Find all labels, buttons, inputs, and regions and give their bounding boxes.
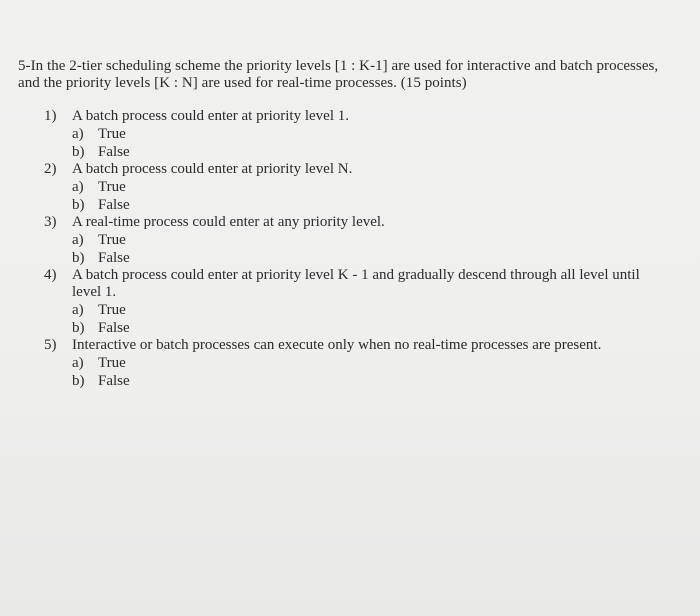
question-1 [44,108,674,161]
question-text: A batch process could enter at priority level N. [72,161,353,177]
option-letter: b) [72,373,85,389]
option-letter: a) [72,302,84,318]
question-number: 2) [44,161,57,177]
question-number: 5) [44,337,57,353]
option-letter: a) [72,232,84,248]
question-list [44,108,674,390]
question-number: 1) [44,108,57,124]
option-text: False [98,250,130,266]
option-a [72,178,674,196]
question-text-line-2: level 1. [72,284,117,300]
question-text: A batch process could enter at priority level 1. [72,108,349,124]
question-intro [18,58,688,92]
intro-line-1: 5-In the 2-tier scheduling scheme the priority levels [1 : K-1] are used for interactive and batch processes, [18,58,659,74]
option-letter: b) [72,197,85,213]
option-list [72,125,674,161]
option-b [72,143,674,161]
question-text-line-1: A batch process could enter at priority level K - 1 and gradually descend through all level until [72,267,640,283]
option-a [72,125,674,143]
option-text: True [98,355,126,371]
option-list [72,354,674,390]
question-number: 3) [44,214,57,230]
option-text: False [98,144,130,160]
question-number: 4) [44,267,57,283]
option-list [72,301,674,337]
option-b [72,372,674,390]
question-2 [44,161,674,214]
option-text: True [98,302,126,318]
option-b [72,196,674,214]
question-4 [44,267,674,337]
option-text: False [98,373,130,389]
option-text: True [98,232,126,248]
option-letter: a) [72,126,84,142]
question-5 [44,337,674,390]
option-text: False [98,320,130,336]
question-text: A real-time process could enter at any priority level. [72,214,385,230]
option-letter: b) [72,320,85,336]
option-b [72,249,674,267]
option-letter: a) [72,179,84,195]
option-text: False [98,197,130,213]
option-list [72,178,674,214]
question-text: Interactive or batch processes can execute only when no real-time processes are present. [72,337,602,353]
option-a [72,301,674,319]
option-a [72,231,674,249]
option-b [72,319,674,337]
option-a [72,354,674,372]
option-text: True [98,179,126,195]
option-text: True [98,126,126,142]
option-list [72,231,674,267]
option-letter: b) [72,250,85,266]
question-3 [44,214,674,267]
option-letter: b) [72,144,85,160]
option-letter: a) [72,355,84,371]
intro-line-2: and the priority levels [K : N] are used for real-time processes. (15 points) [18,75,467,91]
